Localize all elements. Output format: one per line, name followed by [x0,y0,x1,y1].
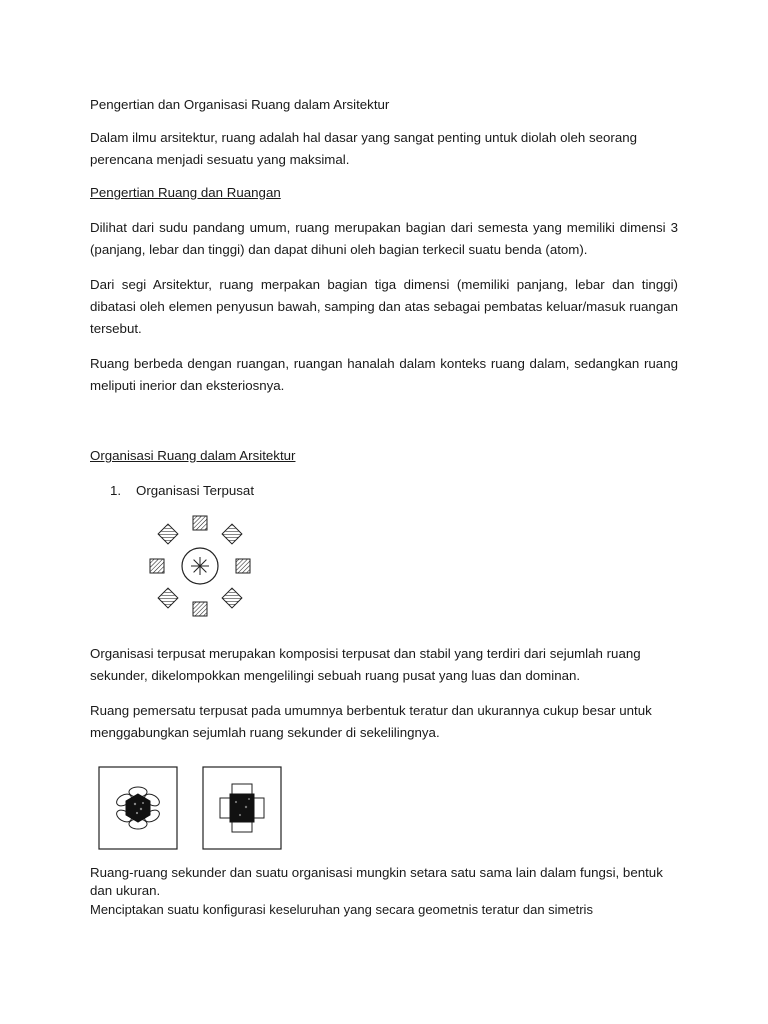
paragraph-pengertian-2: Dari segi Arsitektur, ruang merpakan bagian tiga dimensi (memiliki panjang, lebar dan tinggi) dibatasi oleh elemen penyusun bawah, samping dan atas sebagai pembatas keluar/masuk ruangan tersebut. [90,277,678,336]
paragraph-organisasi-3: Ruang-ruang sekunder dan suatu organisasi mungkin setara satu sama lain dalam fungsi, bentuk dan ukuran. [90,865,663,898]
list-item-organisasi-terpusat [90,480,678,502]
centralized-organization-diagram [148,514,252,618]
secondary-space-top [193,516,207,530]
hexagon-plan-diagram [98,766,178,850]
secondary-space-top-right [222,524,242,544]
section-heading-organisasi: Organisasi Ruang dalam Arsitektur [90,448,296,463]
square-plan-diagram [202,766,282,850]
list-number: 1. [110,483,122,498]
section-heading-pengertian: Pengertian Ruang dan Ruangan [90,185,281,200]
document-page [90,94,678,920]
intro-paragraph: Dalam ilmu arsitektur, ruang adalah hal dasar yang sangat penting untuk diolah oleh seorang perencana menjadi sesuatu yang maksimal. [90,130,638,167]
paragraph-organisasi-2: Ruang pemersatu terpusat pada umumnya berbentuk teratur dan ukurannya cukup besar untuk menggabungkan sejumlah ruang sekunder di sekelilingnya. [90,703,652,740]
secondary-space-bottom-right [222,588,242,608]
paragraph-organisasi-1: Organisasi terpusat merupakan komposisi terpusat dan stabil yang terdiri dari sejumlah ruang sekunder, dikelompokkan mengelilingi sebuah ruang pusat yang luas dan dominan. [90,646,641,683]
paragraph-pengertian-1: Dilihat dari sudu pandang umum, ruang merupakan bagian dari semesta yang memiliki dimensi 3 (panjang, lebar dan tinggi) dan dapat dihuni oleh bagian terkecil suatu benda (atom). [90,220,678,257]
document-title: Pengertian dan Organisasi Ruang dalam Arsitektur [90,97,390,112]
paragraph-organisasi-4: Menciptakan suatu konfigurasi keseluruhan yang secara geometnis teratur dan simetris [90,902,593,917]
secondary-space-left [150,559,164,573]
central-asterisk-icon [191,557,209,575]
secondary-space-bottom [193,602,207,616]
list-label: Organisasi Terpusat [136,483,255,498]
secondary-space-right [236,559,250,573]
secondary-space-top-left [158,524,178,544]
centralized-plan-figures [98,766,678,850]
secondary-space-bottom-left [158,588,178,608]
paragraph-pengertian-3: Ruang berbeda dengan ruangan, ruangan hanalah dalam konteks ruang dalam, sedangkan ruang meliputi inerior dan eksteriosnya. [90,356,678,393]
